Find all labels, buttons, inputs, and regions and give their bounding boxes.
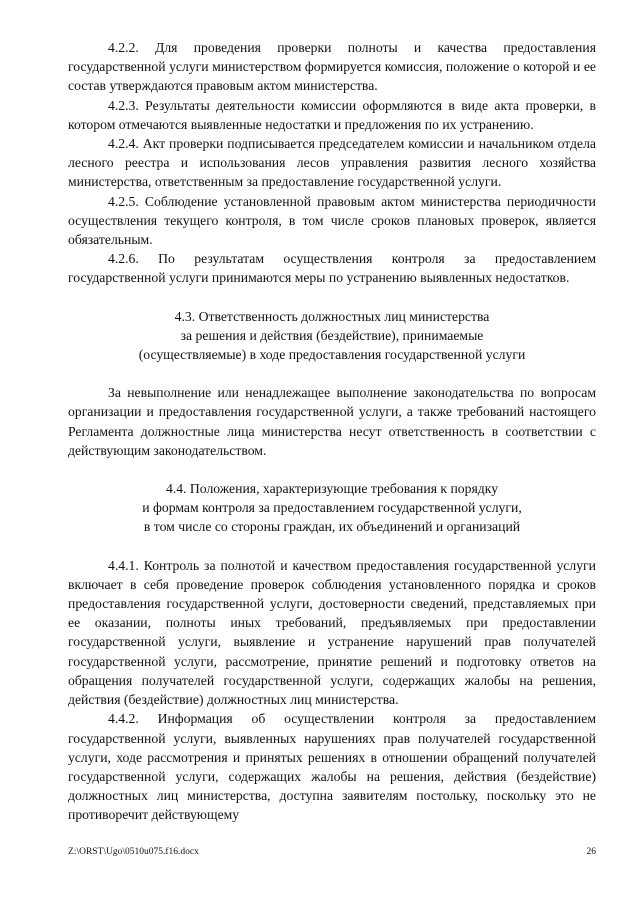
paragraph-4-4-1: 4.4.1. Контроль за полнотой и качеством предоставления государственной услуги включает в себя проведение проверок соблюдения установленного порядка и сроков предоставления государственной услуги, достоверности сведений, представляемых при ее оказании, полноты иных требований, предъявляемых при предоставлении государственной услуги, выявление и устранение нарушений прав получателей государственной услуги, рассмотрение, принятие решений и подготовку ответов на обращения получателей государственной услуги, содержащих жалобы на решения, действия (бездействие) должностных лиц министерства. (68, 557, 596, 708)
section-heading-4-4 (68, 479, 596, 537)
heading-line: за решения и действия (бездействие), принимаемые (180, 327, 484, 343)
heading-line: 4.4. Положения, характеризующие требования к порядку (165, 481, 499, 497)
heading-line: и формам контроля за предоставлением государственной услуги, (142, 500, 522, 516)
paragraph-4-3: За невыполнение или ненадлежащее выполнение законодательства по вопросам организации и предоставления государственной услуги, а также требований настоящего Регламента должностные лица министерства несут ответственность в соответствии с действующим законодательством. (68, 385, 596, 458)
file-path: Z:\ORST\Ugo\0510u075.f16.docx (68, 847, 199, 857)
heading-line: (осуществляемые) в ходе предоставления государственной услуги (138, 347, 526, 363)
page-number: 26 (586, 847, 596, 857)
paragraph-4-2-5: 4.2.5. Соблюдение установленной правовым актом министерства периодичности осуществления текущего контроля, в том числе сроков плановых проверок, является обязательным. (68, 193, 596, 248)
document-body (68, 38, 596, 825)
paragraph-4-2-2: 4.2.2. Для проведения проверки полноты и качества предоставления государственной услуги министерством формируется комиссия, положение о которой и ее состав утверждаются правовым актом министерства. (68, 40, 596, 94)
paragraph-4-2-4: 4.2.4. Акт проверки подписывается председателем комиссии и начальником отдела лесного реестра и использования лесов управления развития лесного хозяйства министерства, ответственным за предоставление государственной услуги. (68, 136, 596, 190)
paragraph-4-4-2: 4.4.2. Информация об осуществлении контроля за предоставлением государственной услуги, выявленных нарушениях прав получателей государственной услуги, ходе рассмотрения и принятых решениях в отношении обращений получателей государственной услуги, содержащих жалобы на решения, действия (бездействие) должностных лиц министерства, доступна заявителям постольку, поскольку это не противоречит действующему (68, 711, 596, 823)
paragraph-4-2-6: 4.2.6. По результатам осуществления контроля за предоставлением государственной услуги принимаются меры по устранению выявленных недостатков. (68, 251, 596, 286)
section-heading-4-3 (68, 307, 596, 365)
paragraph-4-2-3: 4.2.3. Результаты деятельности комиссии оформляются в виде акта проверки, в котором отмечаются выявленные недостатки и предложения по их устранению. (68, 97, 596, 132)
heading-line: в том числе со стороны граждан, их объединений и организаций (143, 519, 521, 535)
heading-line: 4.3. Ответственность должностных лиц министерства (174, 308, 490, 324)
